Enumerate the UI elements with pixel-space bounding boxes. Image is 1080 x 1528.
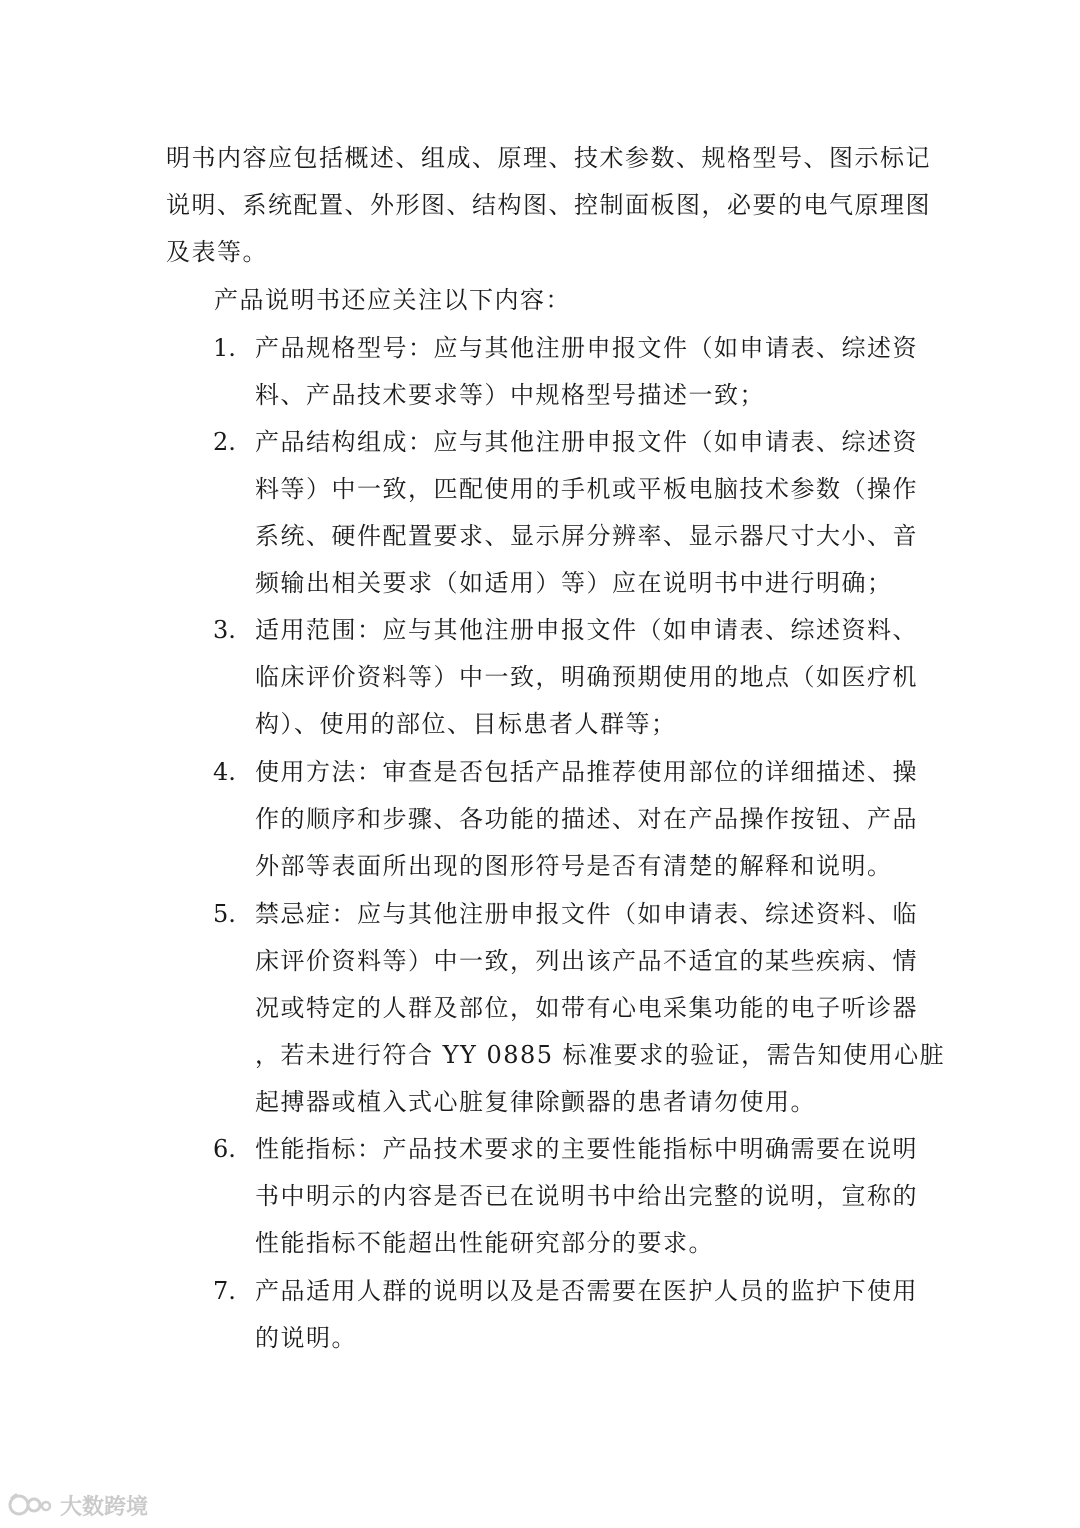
list-line: 的说明。	[255, 1324, 357, 1352]
list-line: 系统、硬件配置要求、显示屏分辨率、显示器尺寸大小、音	[255, 522, 918, 550]
list-line: 床评价资料等）中一致，列出该产品不适宜的某些疾病、情	[255, 947, 918, 975]
list-line: 料等）中一致，匹配使用的手机或平板电脑技术参数（操作	[255, 475, 918, 503]
list-line: ，若未进行符合 YY 0885 标准要求的验证，需告知使用心脏	[255, 1041, 946, 1069]
list-line: 外部等表面所出现的图形符号是否有清楚的解释和说明。	[255, 852, 893, 880]
list-line: 性能指标：产品技术要求的主要性能指标中明确需要在说明	[255, 1135, 918, 1163]
watermark-text: 大数跨境	[60, 1494, 149, 1520]
list-line: 况或特定的人群及部位，如带有心电采集功能的电子听诊器	[255, 994, 918, 1022]
list-line: 产品规格型号：应与其他注册申报文件（如申请表、综述资	[255, 334, 918, 362]
list-line: 书中明示的内容是否已在说明书中给出完整的说明，宣称的	[255, 1182, 918, 1210]
watermark	[8, 1490, 148, 1520]
list-line: 产品适用人群的说明以及是否需要在医护人员的监护下使用	[255, 1277, 918, 1305]
list-line: 料、产品技术要求等）中规格型号描述一致；	[255, 381, 765, 409]
list-number: 3.	[213, 616, 236, 644]
list-line: 禁忌症：应与其他注册申报文件（如申请表、综述资料、临	[255, 900, 918, 928]
list-line: 构）、使用的部位、目标患者人群等；	[255, 710, 677, 738]
list-number: 7.	[213, 1277, 236, 1305]
list-number: 5.	[213, 900, 236, 928]
list-lead-text: 产品说明书还应关注以下内容：	[214, 286, 571, 314]
intro-line-2: 说明、系统配置、外形图、结构图、控制面板图，必要的电气原理图	[166, 191, 931, 219]
list-line: 作的顺序和步骤、各功能的描述、对在产品操作按钮、产品	[255, 805, 918, 833]
brand-logo-icon	[8, 1492, 54, 1518]
list-line: 频输出相关要求（如适用）等）应在说明书中进行明确；	[255, 569, 893, 597]
intro-paragraph	[166, 135, 931, 276]
list-number: 4.	[213, 758, 236, 786]
intro-line-1: 明书内容应包括概述、组成、原理、技术参数、规格型号、图示标记	[166, 144, 931, 172]
list-number: 6.	[213, 1135, 236, 1163]
intro-line-3: 及表等。	[166, 238, 268, 266]
list-line: 临床评价资料等）中一致，明确预期使用的地点（如医疗机	[255, 663, 918, 691]
list-line: 产品结构组成：应与其他注册申报文件（如申请表、综述资	[255, 428, 918, 456]
list-number: 2.	[213, 428, 236, 456]
list-line: 起搏器或植入式心脏复律除颤器的患者请勿使用。	[255, 1088, 816, 1116]
list-line: 使用方法：审查是否包括产品推荐使用部位的详细描述、操	[255, 758, 918, 786]
list-line: 性能指标不能超出性能研究部分的要求。	[255, 1229, 714, 1257]
list-line: 适用范围：应与其他注册申报文件（如申请表、综述资料、	[255, 616, 918, 644]
list-number: 1.	[213, 334, 236, 362]
